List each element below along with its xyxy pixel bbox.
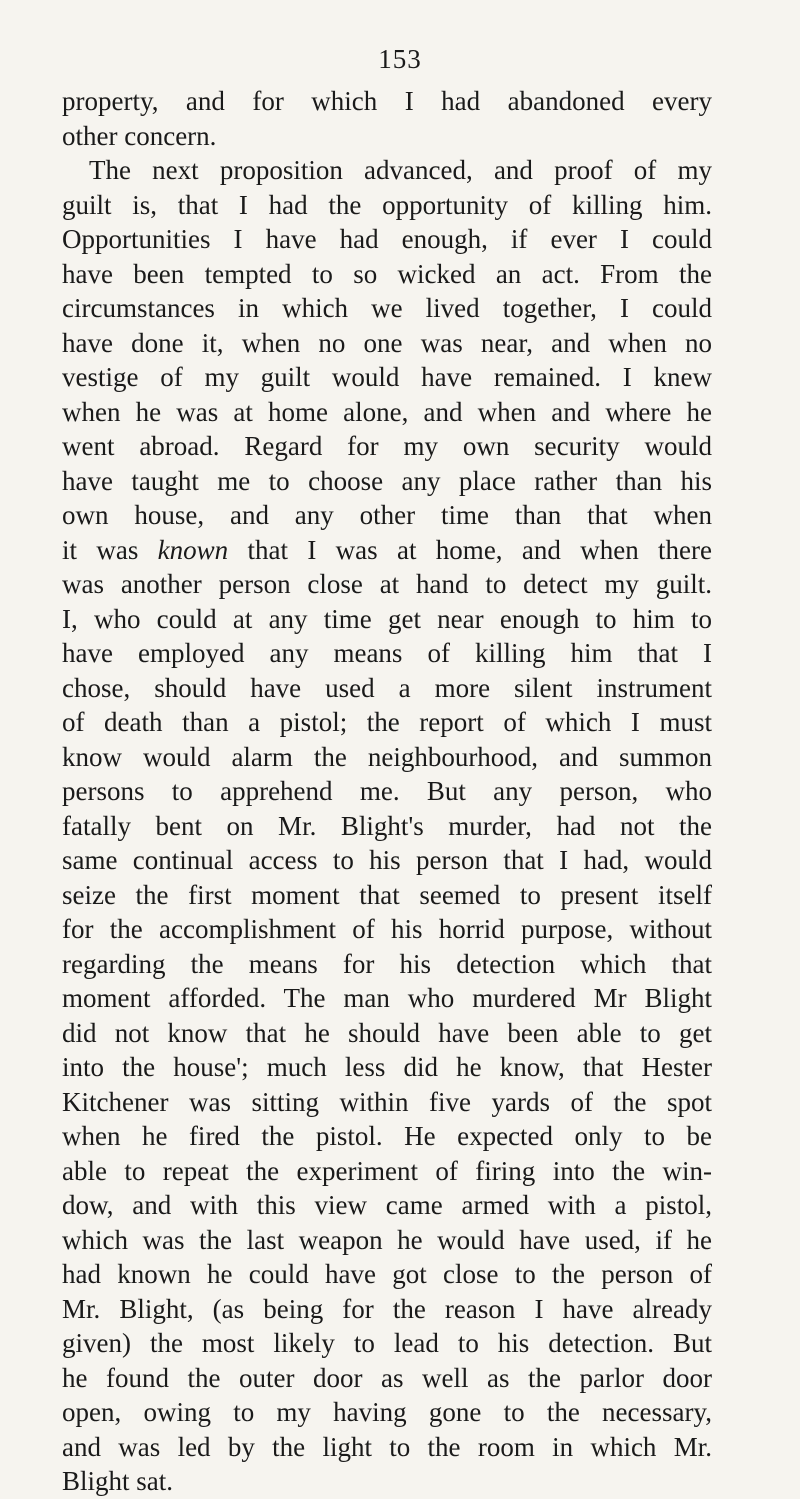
text-line: fatally bent on Mr. Blight's murder, had not the: [62, 810, 712, 841]
text-line: was another person close at hand to detect my guilt.: [62, 569, 712, 599]
text-line: have been tempted to so wicked an act. From the: [62, 258, 712, 289]
text-line: guilt is, that I had the opportunity of killing him.: [62, 189, 712, 220]
text-line: Kitchener was sitting within five yards of the spot: [62, 1086, 712, 1117]
text-line: when he fired the pistol. He expected only to be: [62, 1121, 712, 1151]
text-line: seize the first moment that seemed to present itself: [62, 879, 712, 910]
text-line: Blight sat.: [62, 1466, 174, 1496]
text-line: went abroad. Regard for my own security would: [62, 431, 712, 461]
text-line: The next proposition advanced, and proof of my: [89, 155, 712, 185]
text-line: did not know that he should have been able to get: [62, 1017, 712, 1048]
text-line: same continual access to his person that I had, would: [62, 845, 712, 875]
text-fragment: that I was at home, and when there: [228, 534, 712, 565]
text-line: moment afforded. The man who murdered Mr Blight: [62, 983, 712, 1013]
text-line: into the house'; much less did he know, that Hester: [62, 1052, 712, 1082]
text-line: have employed any means of killing him that I: [62, 638, 712, 668]
text-line: other concern.: [62, 120, 217, 151]
text-line: when he was at home alone, and when and where he: [62, 396, 712, 427]
text-line: persons to apprehend me. But any person, who: [62, 776, 712, 806]
body-text: [62, 84, 712, 1499]
text-line: have done it, when no one was near, and when no: [62, 327, 712, 358]
text-line: Opportunities I have had enough, if ever I could: [62, 224, 712, 254]
text-line: circumstances in which we lived together, I could: [62, 293, 712, 323]
text-line: dow, and with this view came armed with a pistol,: [62, 1190, 712, 1220]
text-line: vestige of my guilt would have remained. I knew: [62, 362, 712, 392]
text-line: he found the outer door as well as the parlor door: [62, 1362, 712, 1393]
text-line: Mr. Blight, (as being for the reason I have already: [62, 1293, 712, 1324]
text-line: have taught me to choose any place rather than his: [62, 465, 712, 496]
text-line: and was led by the light to the room in which Mr.: [62, 1431, 712, 1462]
text-line: own house, and any other time than that when: [62, 500, 712, 530]
text-line: I, who could at any time get near enough to him to: [62, 603, 712, 634]
text-line: of death than a pistol; the report of which I must: [62, 707, 712, 737]
text-line: for the accomplishment of his horrid purpose, without: [62, 914, 712, 944]
text-line: [62, 533, 712, 568]
text-line: know would alarm the neighbourhood, and summon: [62, 741, 712, 772]
text-line: property, and for which I had abandoned every: [62, 86, 712, 116]
text-line: open, owing to my having gone to the necessary,: [62, 1397, 712, 1427]
text-line: given) the most likely to lead to his detection. But: [62, 1328, 712, 1358]
text-line: able to repeat the experiment of firing into the win-: [62, 1155, 712, 1186]
text-line: had known he could have got close to the person of: [62, 1259, 712, 1289]
text-line: which was the last weapon he would have used, if he: [62, 1224, 712, 1255]
text-line: chose, should have used a more silent instrument: [62, 672, 712, 703]
text-line: regarding the means for his detection which that: [62, 948, 712, 979]
text-fragment: it was: [62, 534, 158, 565]
emphasis-word: known: [157, 534, 229, 565]
page-number: 153: [378, 44, 422, 74]
